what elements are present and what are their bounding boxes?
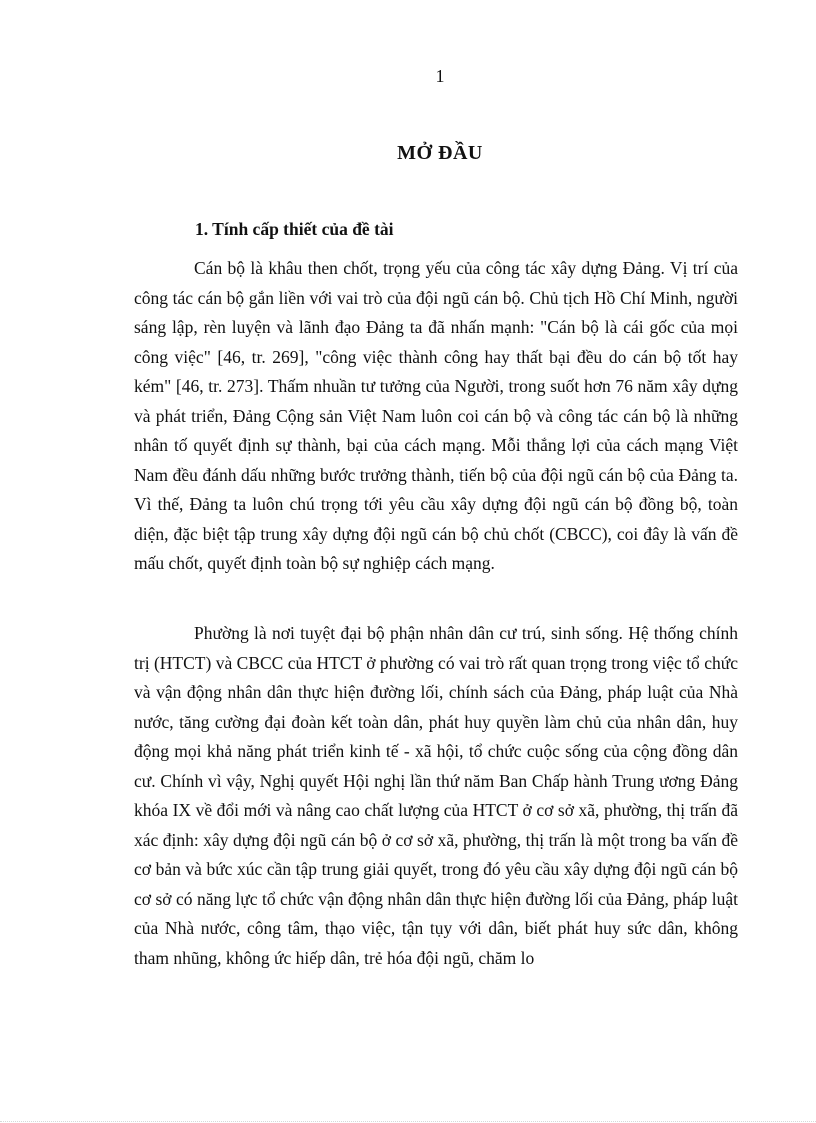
page-number: 1 — [435, 66, 445, 86]
page-title: MỞ ĐẦU — [397, 142, 483, 164]
page-bottom-divider — [0, 1121, 816, 1122]
section-heading: 1. Tính cấp thiết của đề tài — [195, 219, 394, 239]
body-paragraph-2: Phường là nơi tuyệt đại bộ phận nhân dân cư trú, sinh sống. Hệ thống chính trị (HTCT) và CBCC của HTCT ở phường có vai trò rất quan trọng trong việc tổ chức và vận động nhân dân thực hiện đường lối, chính sách của Đảng, pháp luật của Nhà nước, tăng cường đại đoàn kết toàn dân, phát huy quyền làm chủ của nhân dân, huy động mọi khả năng phát triển kinh tế - xã hội, tổ chức cuộc sống của cộng đồng dân cư. Chính vì vậy, Nghị quyết Hội nghị lần thứ năm Ban Chấp hành Trung ương Đảng khóa IX về đổi mới và nâng cao chất lượng của HTCT ở cơ sở xã, phường, thị trấn đã xác định: xây dựng đội ngũ cán bộ ở cơ sở xã, phường, thị trấn là một trong ba vấn đề cơ bản và bức xúc cần tập trung giải quyết, trong đó yêu cầu xây dựng đội ngũ cán bộ cơ sở có năng lực tổ chức vận động nhân dân thực hiện đường lối của Đảng, pháp luật của Nhà nước, công tâm, thạo việc, tận tụy với dân, biết phát huy sức dân, không tham nhũng, không ức hiếp dân, trẻ hóa đội ngũ, chăm lo — [134, 623, 738, 968]
body-paragraph-1: Cán bộ là khâu then chốt, trọng yếu của công tác xây dựng Đảng. Vị trí của công tác cán bộ gắn liền với vai trò của đội ngũ cán bộ. Chủ tịch Hồ Chí Minh, người sáng lập, rèn luyện và lãnh đạo Đảng ta đã nhấn mạnh: "Cán bộ là cái gốc của mọi công việc" [46, tr. 269], "công việc thành công hay thất bại đều do cán bộ tốt hay kém" [46, tr. 273]. Thấm nhuần tư tưởng của Người, trong suốt hơn 76 năm xây dựng và phát triển, Đảng Cộng sản Việt Nam luôn coi cán bộ và công tác cán bộ là những nhân tố quyết định sự thành, bại của cách mạng. Mỗi thắng lợi của cách mạng Việt Nam đều đánh dấu những bước trưởng thành, tiến bộ của đội ngũ cán bộ của Đảng ta. Vì thế, Đảng ta luôn chú trọng tới yêu cầu xây dựng đội ngũ cán bộ đồng bộ, toàn diện, đặc biệt tập trung xây dựng đội ngũ cán bộ chủ chốt (CBCC), coi đây là vấn đề mấu chốt, quyết định toàn bộ sự nghiệp cách mạng. — [134, 258, 738, 573]
